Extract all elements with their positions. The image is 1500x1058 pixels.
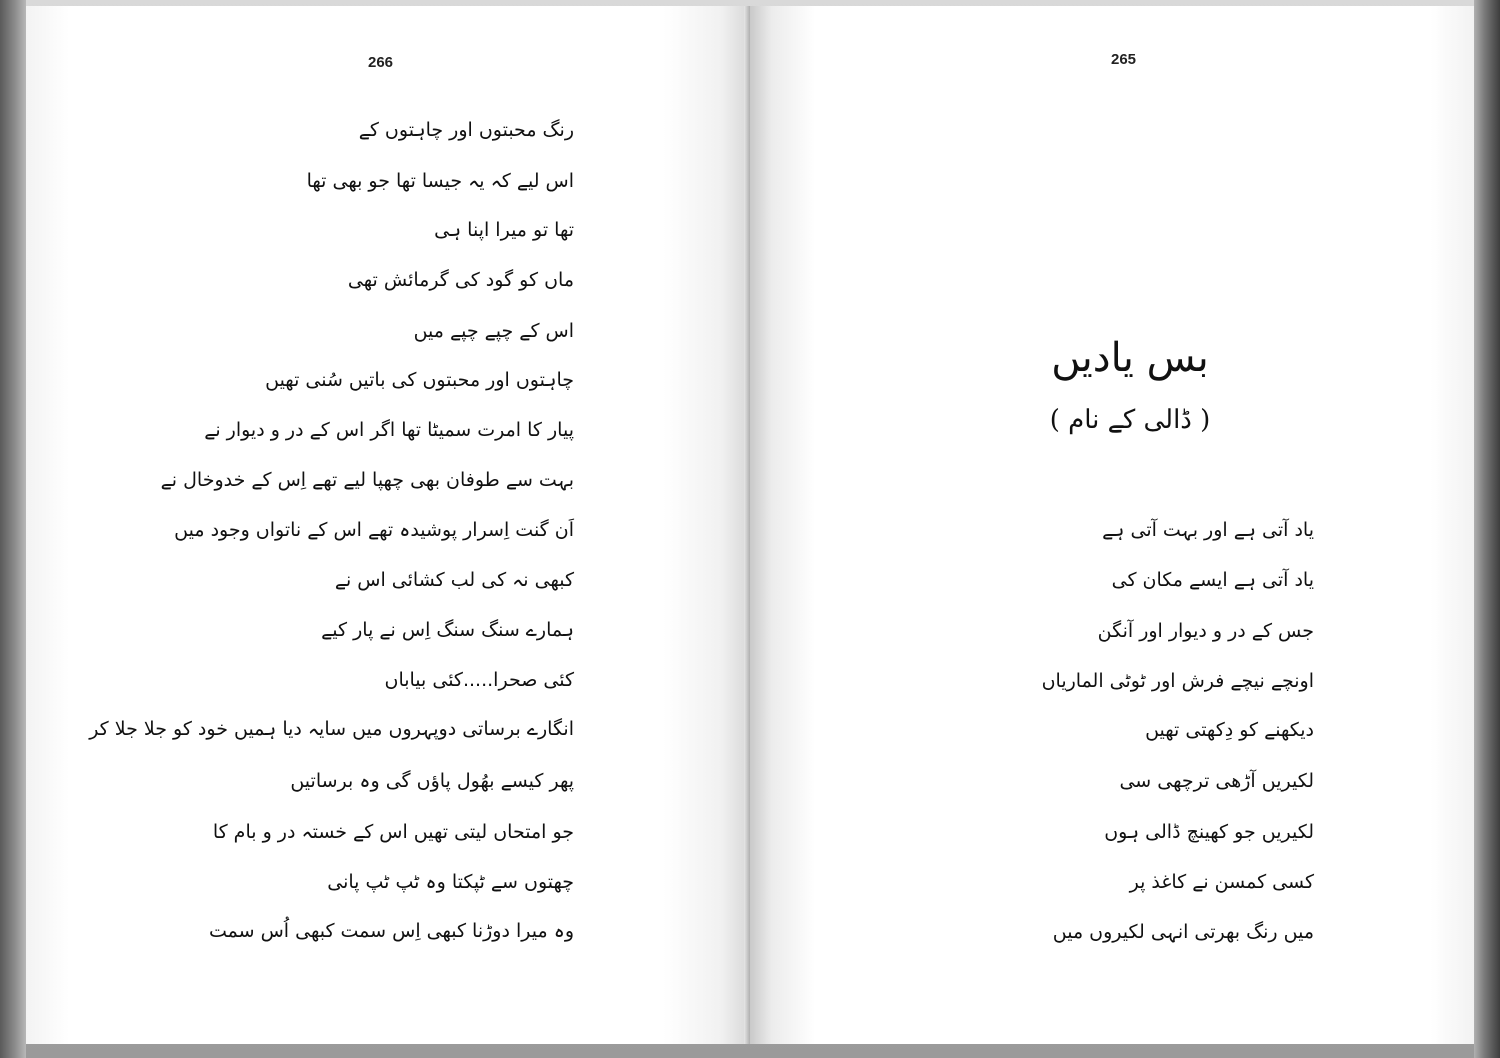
verse-line: چھتوں سے ٹپکتا وہ ٹپ ٹپ پانی (327, 871, 574, 893)
page-number: 265 (1111, 51, 1137, 68)
verse-line: دیکھنے کو دِکھتی تھیں (1145, 719, 1314, 741)
verse-line: کسی کمسن نے کاغذ پر (1129, 871, 1314, 893)
verse-line: جو امتحاں لیتی تھیں اس کے خستہ در و بام کا (212, 821, 574, 843)
book-left-edge (0, 0, 26, 1058)
verse-line: کئی صحرا.....کئی بیاباں (384, 669, 574, 691)
book-right-edge (1474, 0, 1500, 1058)
verse-line: اس کے چپے چپے میں (413, 320, 574, 342)
verse-line: یاد آتی ہے ایسے مکان کی (1111, 569, 1314, 591)
verse-line: تھا تو میرا اپنا ہی (434, 219, 574, 241)
verse-line: کبھی نہ کی لب کشائی اس نے (334, 569, 574, 591)
verse-line: اونچے نیچے فرش اور ٹوٹی الماریاں (1041, 670, 1314, 692)
verse-line: ماں کو گود کی گرمائش تھی (347, 269, 574, 291)
page-number: 266 (368, 54, 394, 71)
left-page (26, 6, 750, 1044)
verse-line: میں رنگ بھرتی انہی لکیروں میں (1052, 921, 1314, 943)
verse-line: جس کے در و دیوار اور آنگن (1097, 620, 1314, 642)
verse-line: پھر کیسے بھُول پاؤں گی وہ برساتیں (290, 770, 574, 792)
verse-line: انگارے برساتی دوپہروں میں سایہ دیا ہمیں خود کو جلا جلا کر (89, 718, 574, 740)
verse-line: ہمارے سنگ سنگ اِس نے پار کیے (321, 619, 574, 641)
verse-line: لکیریں جو کھینچ ڈالی ہوں (1104, 821, 1314, 843)
poem-title: بس یادیں (1051, 335, 1209, 381)
poem-dedication: ( ڈالی کے نام ) (1049, 405, 1211, 435)
verse-line: وہ میرا دوڑنا کبھی اِس سمت کبھی اُس سمت (209, 920, 574, 942)
verse-line: رنگ محبتوں اور چاہتوں کے (358, 119, 574, 141)
verse-line: لکیریں آڑھی ترچھی سی (1119, 770, 1314, 792)
verse-line: یاد آتی ہے اور بہت آتی ہے (1102, 519, 1314, 541)
verse-line: چاہتوں اور محبتوں کی باتیں سُنی تھیں (265, 369, 574, 391)
verse-line: بہت سے طوفان بھی چھپا لیے تھے اِس کے خدوخال نے (160, 469, 574, 491)
verse-line: اَن گنت اِسرار پوشیدہ تھے اس کے ناتواں وجود میں (174, 519, 574, 541)
right-page (750, 6, 1474, 1044)
verse-line: اس لیے کہ یہ جیسا تھا جو بھی تھا (306, 170, 574, 192)
verse-line: پیار کا امرت سمیٹا تھا اگر اس کے در و دیوار نے (204, 419, 574, 441)
